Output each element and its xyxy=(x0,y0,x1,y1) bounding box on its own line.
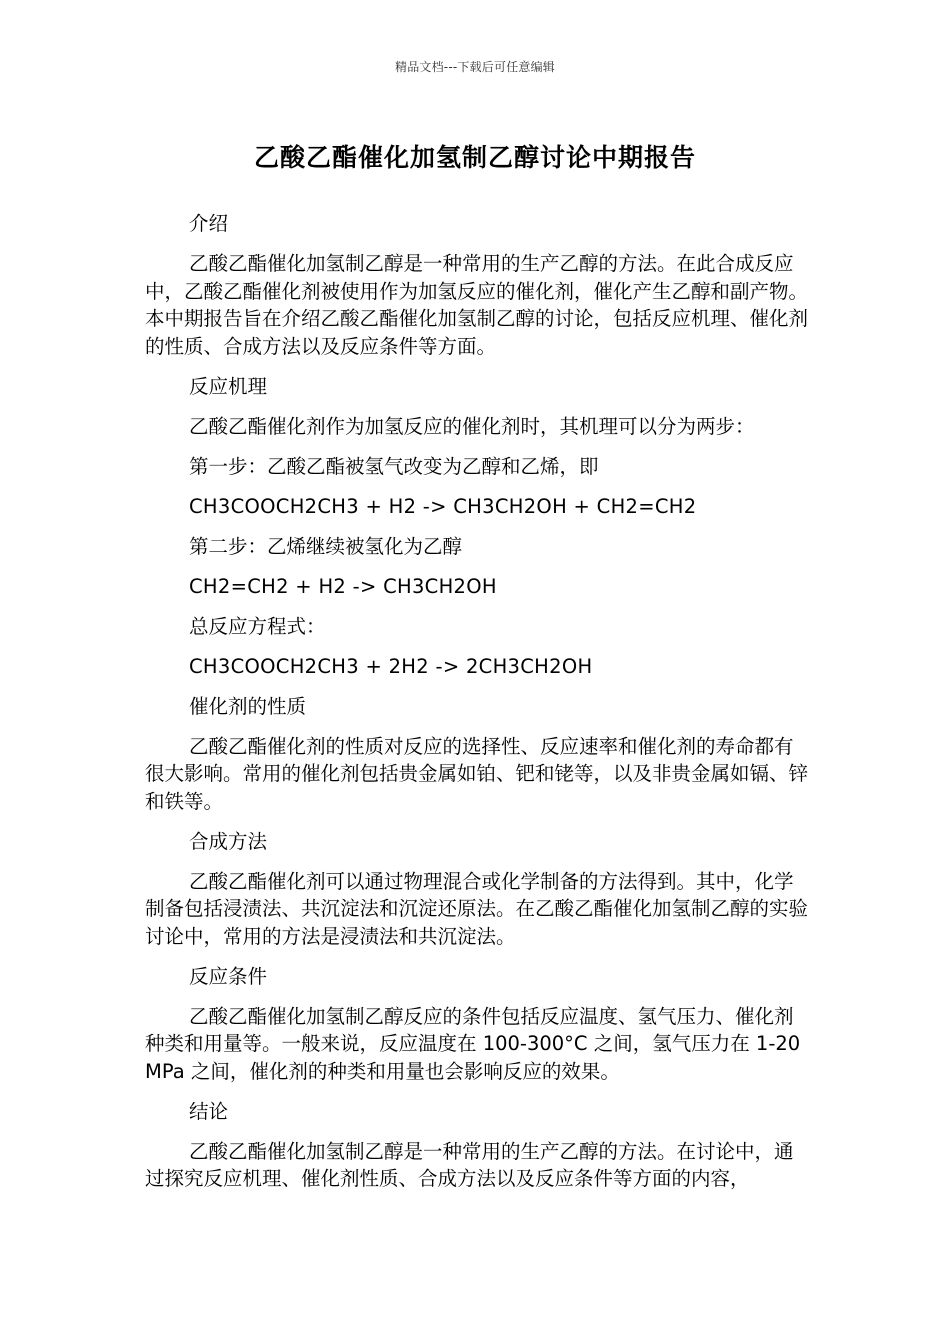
document-body xyxy=(145,210,810,1205)
header-note: 精品文档---下载后可任意编辑 xyxy=(395,60,555,74)
formula-step1: CH3COOCH2CH3 + H2 -> CH3CH2OH + CH2=CH2 xyxy=(189,494,697,518)
section-heading-conclusion: 结论 xyxy=(189,1099,229,1123)
formula-overall: CH3COOCH2CH3 + 2H2 -> 2CH3CH2OH xyxy=(189,654,593,678)
section-heading-intro: 介绍 xyxy=(189,212,229,235)
paragraph-overall: 总反应方程式： xyxy=(189,614,326,638)
paragraph-step2: 第二步：乙烯继续被氢化为乙醇 xyxy=(189,534,463,558)
paragraph-step1: 第一步：乙酸乙酯被氢气改变为乙醇和乙烯，即 xyxy=(189,454,599,478)
paragraph-synthesis: 乙酸乙酯催化剂可以通过物理混合或化学制备的方法得到。其中，化学制备包括浸渍法、共沉淀法和沉淀还原法。在乙酸乙酯催化加氢制乙醇的实验讨论中，常用的方法是浸渍法和共沉淀法。 xyxy=(145,869,809,948)
section-heading-synthesis: 合成方法 xyxy=(189,829,268,853)
paragraph-catalyst: 乙酸乙酯催化剂的性质对反应的选择性、反应速率和催化剂的寿命都有很大影响。常用的催化剂包括贵金属如铂、钯和铑等，以及非贵金属如镉、锌和铁等。 xyxy=(145,734,809,813)
section-heading-mechanism: 反应机理 xyxy=(189,374,268,398)
section-heading-conditions: 反应条件 xyxy=(189,964,268,988)
paragraph-intro: 乙酸乙酯催化加氢制乙醇是一种常用的生产乙醇的方法。在此合成反应中，乙酸乙酯催化剂被使用作为加氢反应的催化剂，催化产生乙醇和副产物。本中期报告旨在介绍乙酸乙酯催化加氢制乙醇的讨论，包括反应机理、催化剂的性质、合成方法以及反应条件等方面。 xyxy=(145,252,809,358)
document-title: 乙酸乙酯催化加氢制乙醇讨论中期报告 xyxy=(253,143,696,172)
paragraph-conclusion: 乙酸乙酯催化加氢制乙醇是一种常用的生产乙醇的方法。在讨论中，通过探究反应机理、催化剂性质、合成方法以及反应条件等方面的内容， xyxy=(145,1139,794,1190)
section-heading-catalyst: 催化剂的性质 xyxy=(189,694,307,718)
paragraph-mechanism: 乙酸乙酯催化剂作为加氢反应的催化剂时，其机理可以分为两步： xyxy=(189,414,755,438)
formula-step2: CH2=CH2 + H2 -> CH3CH2OH xyxy=(189,574,497,598)
paragraph-conditions: 乙酸乙酯催化加氢制乙醇反应的条件包括反应温度、氢气压力、催化剂种类和用量等。一般来说，反应温度在 100-300°C 之间，氢气压力在 1-20 MPa 之间，催化剂的种类和用量也会影响反应的效果。 xyxy=(145,1004,801,1083)
